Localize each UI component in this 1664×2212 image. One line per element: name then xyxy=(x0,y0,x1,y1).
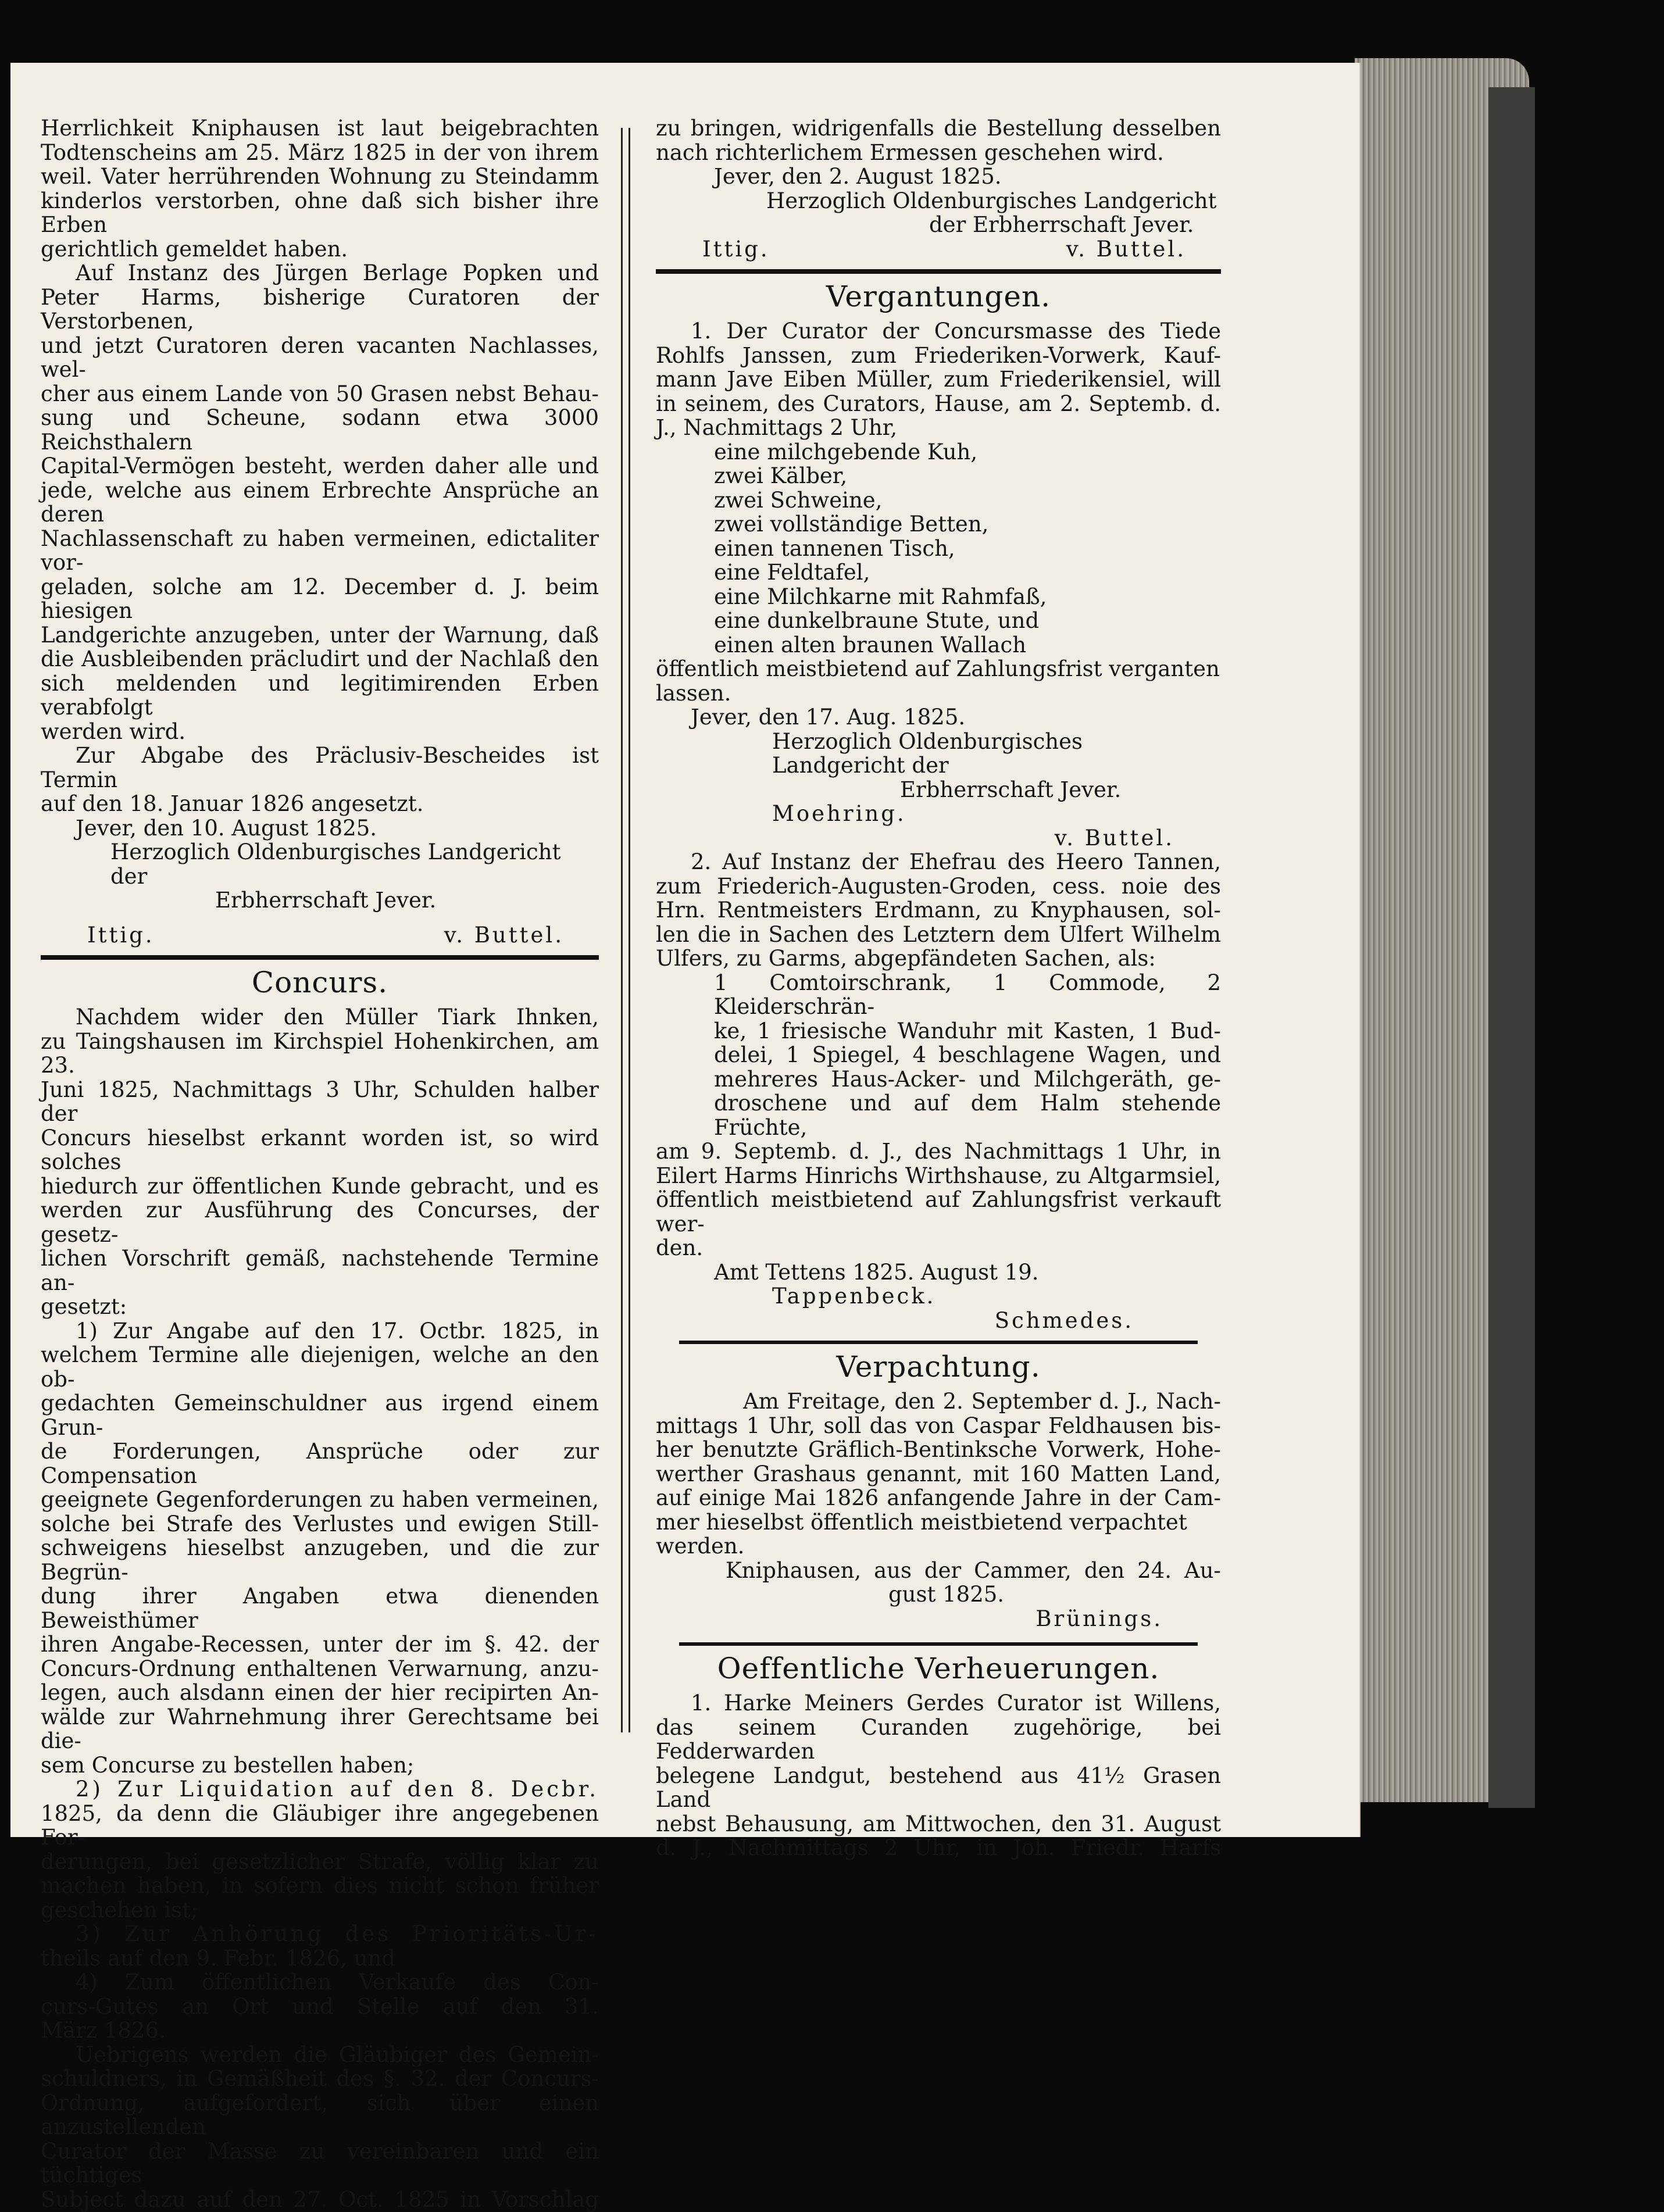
text-line: geschehen ist; xyxy=(41,1897,198,1922)
signature: Schmedes. xyxy=(994,1307,1134,1333)
text-line: delei, 1 Spiegel, 4 beschlagene Wagen, und xyxy=(714,1042,1221,1067)
intro-paragraph xyxy=(41,116,599,261)
text-line: J., Nachmittags 2 Uhr, xyxy=(656,415,898,440)
place-date: gust 1825. xyxy=(888,1582,1005,1607)
section-rule xyxy=(679,1341,1198,1344)
signature-row xyxy=(41,923,599,948)
section-heading-vergantungen: Vergantungen. xyxy=(826,280,1051,313)
text-line: schuldners, in Gemäßheit des §. 32. der Concurs- xyxy=(41,2066,599,2091)
text-line: belegene Landgut, bestehend aus 41½ Grasen Land xyxy=(656,1763,1221,1812)
text-line: nebst Behausung, am Mittwochen, den 31. August xyxy=(656,1811,1221,1836)
signature: Tappenbeck. xyxy=(772,1284,936,1309)
text-line: 1825, da denn die Gläubiger ihre angegebenen For- xyxy=(41,1800,599,1850)
text-line: Landgerichte anzugeben, unter der Warnung, daß xyxy=(41,622,599,648)
text-line: März 1826. xyxy=(41,2018,166,2043)
signature: Brünings. xyxy=(1035,1606,1163,1631)
concurs-item-4 xyxy=(41,1970,599,2043)
text-line: schweigens hieselbst anzugeben, und die zur Begrün- xyxy=(41,1535,599,1585)
text-line: her benutzte Gräflich-Bentinksche Vorwerk, Hohe- xyxy=(656,1437,1221,1462)
text-line: Peter Harms, bisherige Curatoren der Verstorbenen, xyxy=(41,284,599,334)
text-line: de Forderungen, Ansprüche oder zur Compensation xyxy=(41,1439,599,1488)
text-line: len die in Sachen des Letztern dem Ulfert Wilhelm xyxy=(656,921,1221,947)
text-line: 4) Zum öffentlichen Verkaufe des Con- xyxy=(76,1970,599,1995)
text-line: am 9. Septemb. d. J., des Nachmittags 1 Uhr, in xyxy=(656,1139,1221,1164)
text-line: legen, auch alsdann einen der hier recipirten An- xyxy=(41,1680,599,1705)
court-name: Herzoglich Oldenburgisches Landgericht xyxy=(766,188,1217,213)
termin-paragraph xyxy=(41,744,599,816)
text-line: Uebrigens werden die Gläubiger des Gemein- xyxy=(76,2042,599,2067)
signature-row xyxy=(656,237,1221,262)
text-line: sung und Scheune, sodann etwa 3000 Reichsthalern xyxy=(41,405,599,455)
text-line: gedachten Gemeinschuldner aus irgend einem Grun- xyxy=(41,1391,599,1440)
place-date: Kniphausen, aus der Cammer, den 24. Au- xyxy=(726,1557,1221,1583)
section-rule xyxy=(679,1642,1198,1646)
text-line: zu Taingshausen im Kirchspiel Hohenkirchen, am 23. xyxy=(41,1028,599,1078)
signature: Ittig. xyxy=(87,922,155,948)
text-line: zum Friederich-Augusten-Groden, cess. noie des xyxy=(656,873,1221,899)
text-line: 1) Zur Angabe auf den 17. Octbr. 1825, in xyxy=(76,1318,599,1343)
text-line: Concurs hieselbst erkannt worden ist, so wird solches xyxy=(41,1125,599,1174)
text-line: gesetzt: xyxy=(41,1294,127,1319)
signature: Moehring. xyxy=(772,801,906,826)
text-line: gerichtlich gemeldet haben. xyxy=(41,236,348,262)
section-rule xyxy=(656,269,1221,274)
right-column xyxy=(656,116,1221,1860)
concurs-item-1 xyxy=(41,1319,599,1778)
list-item: zwei Kälber, xyxy=(714,463,848,488)
text-line: 2. Auf Instanz der Ehefrau des Heero Tannen, xyxy=(691,849,1221,874)
court-name: Erbherrschaft Jever. xyxy=(215,888,437,913)
text-line: droschene und auf dem Halm stehende Früchte, xyxy=(714,1091,1221,1140)
text-line: den. xyxy=(656,1235,704,1260)
text-line: Todtenscheins am 25. März 1825 in der von ihrem xyxy=(41,140,599,165)
list-item: einen alten braunen Wallach xyxy=(714,632,1027,657)
section-heading-concurs: Concurs. xyxy=(251,966,388,999)
vergantung-2-close xyxy=(656,1139,1221,1260)
text-line: theils auf den 9. Febr. 1826, und xyxy=(41,1945,395,1971)
signature: v. Buttel. xyxy=(1054,825,1174,851)
text-line: 1 Comtoirschrank, 1 Commode, 2 Kleiderschrän- xyxy=(714,970,1221,1019)
text-line: werden wird. xyxy=(41,719,186,744)
book-cover-edge xyxy=(1488,87,1535,1808)
text-line: Am Freitage, den 2. September d. J., Nach- xyxy=(743,1389,1221,1414)
verpachtung-paragraph xyxy=(656,1389,1221,1559)
text-line: welchem Termine alle diejenigen, welche an den ob- xyxy=(41,1342,599,1392)
text-line: jede, welche aus einem Erbrechte Ansprüche an deren xyxy=(41,477,599,527)
signature: Ittig. xyxy=(702,236,770,262)
text-line: mittags 1 Uhr, soll das von Caspar Feldhausen bis- xyxy=(656,1413,1221,1438)
text-line: derungen, bei gesetzlicher Strafe, völlig klar zu xyxy=(41,1849,599,1874)
left-column xyxy=(41,116,599,2211)
text-line: curs-Gutes an Ort und Stelle auf den 31. xyxy=(41,1993,599,2019)
concurs-closing xyxy=(41,2043,599,2212)
curator-paragraph xyxy=(41,261,599,744)
text-line: d. J., Nachmittags 2 Uhr, in Joh. Friedr. Harfs xyxy=(656,1835,1221,1860)
place-date: Jever, den 2. August 1825. xyxy=(714,164,1002,189)
text-line: 3) Zur Anhörung des Prioritäts-Ur- xyxy=(76,1921,599,1946)
text-line: 1. Der Curator der Concursmasse des Tiede xyxy=(691,319,1221,344)
text-line: solche bei Strafe des Verlustes und ewigen Still- xyxy=(41,1511,599,1536)
column-divider xyxy=(621,128,630,1732)
list-item: zwei Schweine, xyxy=(714,487,883,513)
text-line: kinderlos verstorben, ohne daß sich bisher ihre Erben xyxy=(41,188,599,237)
place-date: Jever, den 17. Aug. 1825. xyxy=(691,705,966,730)
text-line: Ulfers, zu Garms, abgepfändeten Sachen, als: xyxy=(656,946,1156,971)
text-line: auf einige Mai 1826 anfangende Jahre in der Cam- xyxy=(656,1485,1221,1510)
court-name: Herzoglich Oldenburgisches Landgericht der xyxy=(110,839,561,889)
text-line: und jetzt Curatoren deren vacanten Nachlasses, wel- xyxy=(41,333,599,382)
text-line: 2) Zur Liquidation auf den 8. Decbr. xyxy=(76,1777,599,1802)
text-line: 1. Harke Meiners Gerdes Curator ist Willens, xyxy=(691,1691,1221,1716)
continuation-paragraph xyxy=(656,116,1221,165)
text-line: Eilert Harms Hinrichs Wirthshause, zu Altgarmsiel, xyxy=(656,1163,1221,1188)
text-line: mer hieselbst öffentlich meistbietend verpachtet werden. xyxy=(656,1509,1187,1559)
text-line: Auf Instanz des Jürgen Berlage Popken und xyxy=(76,260,599,285)
text-line: Nachdem wider den Müller Tiark Ihnken, xyxy=(76,1005,599,1030)
court-name: der Erbherrschaft Jever. xyxy=(929,212,1194,237)
list-item: zwei vollständige Betten, xyxy=(714,512,989,537)
text-line: Curator der Masse zu vereinbaren und ein tüchtiges xyxy=(41,2138,599,2188)
text-line: Ordnung, aufgefordert, sich über einen anzustellenden xyxy=(41,2090,599,2139)
text-line: auf den 18. Januar 1826 angesetzt. xyxy=(41,791,424,816)
vergantung-2-items xyxy=(656,971,1221,1140)
signature: v. Buttel. xyxy=(444,922,564,948)
text-line: die Ausbleibenden präcludirt und der Nachlaß den xyxy=(41,646,599,671)
text-line: öffentlich meistbietend auf Zahlungsfrist verkauft wer- xyxy=(656,1187,1221,1237)
concurs-item-3 xyxy=(41,1922,599,1970)
text-line: in seinem, des Curators, Hause, am 2. Septemb. d. xyxy=(656,391,1221,416)
text-line: sem Concurse zu bestellen haben; xyxy=(41,1752,415,1778)
text-line: machen haben, in sofern dies nicht schon früher xyxy=(41,1873,599,1898)
text-line: werden zur Ausführung des Concurses, der gesetz- xyxy=(41,1198,599,1247)
text-line: ihren Angabe-Recessen, unter der im §. 42. der xyxy=(41,1632,599,1657)
text-line: werther Grashaus genannt, mit 160 Matten Land, xyxy=(656,1461,1221,1486)
text-line: mehreres Haus-Acker- und Milchgeräth, ge- xyxy=(714,1066,1221,1092)
text-line: dung ihrer Angaben etwa dienenden Beweisthümer xyxy=(41,1584,599,1633)
text-line: Nachlassenschaft zu haben vermeinen, edictaliter vor- xyxy=(41,526,599,575)
list-item: einen tannenen Tisch, xyxy=(714,535,955,561)
vergantung-2 xyxy=(656,850,1221,971)
list-item: eine Feldtafel, xyxy=(714,560,870,585)
vergantung-1 xyxy=(656,319,1221,440)
court-name: Erbherrschaft Jever. xyxy=(900,777,1122,802)
concurs-item-2 xyxy=(41,1777,599,1922)
list-item: eine milchgebende Kuh, xyxy=(714,439,978,464)
text-line: weil. Vater herrührenden Wohnung zu Steindamm xyxy=(41,164,599,189)
text-line: Hrn. Rentmeisters Erdmann, zu Knyphausen, sol- xyxy=(656,898,1221,923)
text-line: Capital-Vermögen besteht, werden daher alle und xyxy=(41,453,599,478)
court-name: Herzoglich Oldenburgisches Landgericht der xyxy=(772,728,1083,778)
text-line: ke, 1 friesische Wanduhr mit Kasten, 1 Bud- xyxy=(714,1018,1221,1044)
text-line: mann Jave Eiben Müller, zum Friederikensiel, will xyxy=(656,367,1221,392)
section-heading-verpachtung: Verpachtung. xyxy=(836,1350,1041,1384)
list-item: eine Milchkarne mit Rahmfaß, xyxy=(714,584,1047,609)
text-line: Herrlichkeit Kniphausen ist laut beigebrachten xyxy=(41,116,599,141)
text-line: Subject dazu auf den 27. Oct. 1825 in Vorschlag xyxy=(41,2186,599,2212)
text-line: wälde zur Wahrnehmung ihrer Gerechtsame bei die- xyxy=(41,1704,599,1753)
text-line: Zur Abgabe des Präclusiv-Bescheides ist Termin xyxy=(41,743,599,792)
text-line: Concurs-Ordnung enthaltenen Verwarnung, anzu- xyxy=(41,1656,599,1681)
place-date: Jever, den 10. August 1825. xyxy=(76,815,377,841)
text-line: geladen, solche am 12. December d. J. beim hiesigen xyxy=(41,574,599,623)
text-line: hiedurch zur öffentlichen Kunde gebracht, und es xyxy=(41,1173,599,1199)
place-date: Amt Tettens 1825. August 19. xyxy=(714,1259,1039,1285)
text-line: geeignete Gegenforderungen zu haben vermeinen, xyxy=(41,1487,599,1512)
text-line: sich meldenden und legitimirenden Erben verabfolgt xyxy=(41,670,599,720)
text-line: zu bringen, widrigenfalls die Bestellung desselben xyxy=(656,116,1221,141)
verheuerung-1 xyxy=(656,1691,1221,1860)
concurs-intro xyxy=(41,1005,599,1319)
text-line: cher aus einem Lande von 50 Grasen nebst Behau- xyxy=(41,381,599,406)
text-line: Rohlfs Janssen, zum Friederiken-Vorwerk, Kauf- xyxy=(656,342,1221,368)
text-line: Juni 1825, Nachmittags 3 Uhr, Schulden halber der xyxy=(41,1077,599,1126)
signature: v. Buttel. xyxy=(1066,236,1186,262)
vergantung-1-items xyxy=(656,440,1221,657)
list-item: eine dunkelbraune Stute, und xyxy=(714,608,1040,633)
text-line: öffentlich meistbietend auf Zahlungsfrist verganten lassen. xyxy=(656,656,1220,706)
section-rule xyxy=(41,955,599,960)
text-line: das seinem Curanden zugehörige, bei Fedderwarden xyxy=(656,1714,1221,1764)
text-line: nach richterlichem Ermessen geschehen wird. xyxy=(656,140,1164,165)
text-line: lichen Vorschrift gemäß, nachstehende Termine an- xyxy=(41,1246,599,1295)
section-heading-verheuerungen: Oeffentliche Verheuerungen. xyxy=(717,1652,1160,1685)
